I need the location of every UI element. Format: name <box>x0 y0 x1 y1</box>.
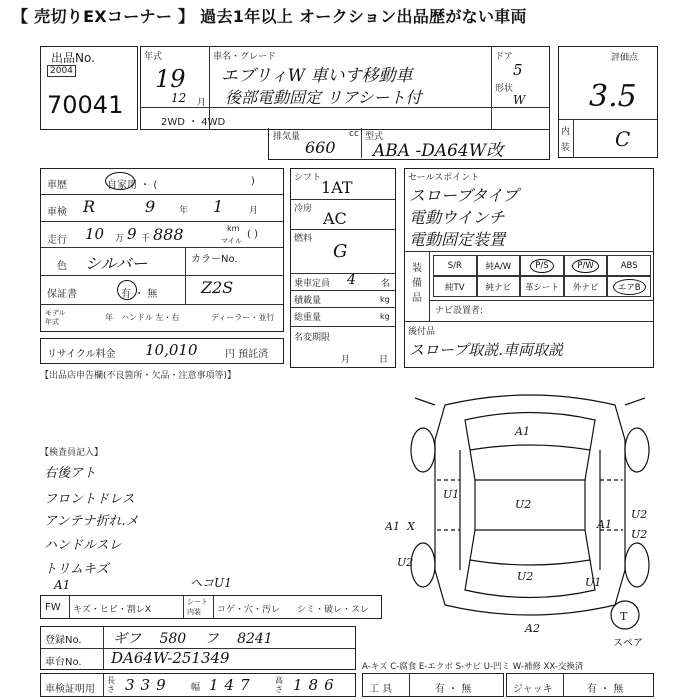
tools-box <box>362 673 504 697</box>
equipment-cell <box>607 255 651 276</box>
spare-mark: T <box>620 610 628 623</box>
lot-year-small: 2004 <box>47 65 76 77</box>
model-value: ABA -DA64W改 <box>373 141 504 161</box>
sales-line3: 電動固定装置 <box>409 230 506 249</box>
weight-label: 総重量 <box>294 313 322 323</box>
spec-box <box>290 168 396 368</box>
engine-value: 660 <box>305 138 336 157</box>
score-box <box>558 46 658 158</box>
mileage-rest: 888 <box>153 225 184 244</box>
name-label: 車名・グレード <box>213 52 277 62</box>
damage-mark: A1 <box>597 518 612 531</box>
history-selected-circle <box>105 172 135 190</box>
width-label: 幅 <box>191 683 201 693</box>
history-options: 自家用 ・ ( <box>107 180 158 191</box>
damage-mark: U2 <box>631 528 648 541</box>
equipment-cell <box>433 276 477 297</box>
model-year-unit: 年 <box>105 313 113 322</box>
header-title: 【 売切りEXコーナー 】 過去1年以上 オークション出品歴がない車両 <box>12 7 527 26</box>
damage-mark: U2 <box>631 508 648 521</box>
car-name-line2: 後部電動固定 リアシート付 <box>225 88 422 107</box>
load-label: 積載量 <box>294 296 322 306</box>
inspection-month-unit: 月 <box>249 206 259 216</box>
door-label: ドア <box>495 52 513 62</box>
name-change-label: 名変期限 <box>294 333 331 343</box>
lot-label: 出品No. <box>51 51 95 65</box>
cert-label: 車検証明用 <box>45 684 95 695</box>
inspector-note: 右後アト <box>44 466 97 481</box>
lot-number: 70041 <box>47 91 124 119</box>
equipment-item: 純A/W <box>485 261 512 272</box>
recycle-box <box>40 338 284 364</box>
damage-mark: A1 <box>385 520 400 533</box>
equipment-item: S/R <box>447 260 462 271</box>
mileage-paren: ( ) <box>247 229 258 240</box>
damage-mark: U2 <box>517 570 534 583</box>
damage-legend: A-キズ C-腐食 E-エクボ S-サビ U-凹ミ W-補修 XX-交換済 <box>362 662 584 672</box>
sales-line2: 電動ウインチ <box>409 208 505 227</box>
capacity-unit: 名 <box>381 279 391 289</box>
notice-label: 【出品店申告欄(不良箇所・欠品・注意事項等)】 <box>40 371 237 381</box>
month-unit: 月 <box>197 98 207 108</box>
fw-item: キズ・ヒビ・割レX <box>73 605 151 615</box>
equipment-cell <box>477 276 521 297</box>
length-label: 長さ <box>107 676 115 694</box>
shift-label: シフト <box>294 173 322 183</box>
reg-label: 登録No. <box>45 635 82 646</box>
width-value: 147 <box>209 676 256 694</box>
model-label: 型式 <box>365 132 384 142</box>
inspection-year-unit: 年 <box>179 206 189 216</box>
equipment-item: P/W <box>572 259 598 273</box>
engine-unit: cc <box>349 129 359 139</box>
length-value: 339 <box>125 676 172 694</box>
engine-label: 排気量 <box>273 132 301 142</box>
height-value: 186 <box>293 676 340 694</box>
inspection-era: R <box>83 197 96 216</box>
car-shape: W <box>513 93 526 107</box>
damage-mark: U2 <box>515 498 532 511</box>
unit-10k: 万 <box>115 234 125 244</box>
height-label: 高さ <box>275 676 283 694</box>
car-diagram <box>385 380 675 650</box>
spare-label: スペア <box>613 638 643 649</box>
tools-options: 有 ・ 無 <box>435 684 472 695</box>
warranty-label: 保証書 <box>47 289 77 300</box>
jack-box <box>506 673 654 697</box>
drive-type: 2WD ・ 4WD <box>161 117 226 128</box>
interior-value: C <box>615 127 631 151</box>
shift-value: 1AT <box>321 178 353 197</box>
equipment-cell <box>607 276 651 297</box>
damage-mark: A2 <box>525 622 540 635</box>
interior-label2: 装 <box>561 143 571 153</box>
equipment-cell <box>564 255 608 276</box>
equipment-item: P/S <box>530 259 553 273</box>
damage-mark: A1 <box>515 425 530 438</box>
reg-value: ギフ 580 フ 8241 <box>113 631 273 647</box>
fw-item: シミ・破レ・スレ <box>297 605 370 615</box>
fw-label: FW <box>45 602 61 613</box>
equipment-cell <box>564 276 608 297</box>
damage-mark: U1 <box>585 576 602 589</box>
color-no-value: Z2S <box>201 278 234 297</box>
warranty-selected-circle <box>117 280 137 300</box>
sales-box <box>404 168 654 368</box>
dealer-options: ディーラー・並行 <box>211 313 275 322</box>
ac-label: 冷房 <box>294 204 313 214</box>
equipment-cell <box>520 276 564 297</box>
car-month: 12 <box>171 91 187 105</box>
after-text: スロープ取説.車両取説 <box>409 341 564 359</box>
equipment-cell <box>433 255 477 276</box>
navi-installer-label: ナビ設置者: <box>435 306 484 316</box>
lot-box <box>40 46 138 130</box>
weight-unit: kg <box>380 312 390 321</box>
chassis-label: 車台No. <box>45 657 82 668</box>
inspector-note: フロントドレス <box>44 492 135 507</box>
shape-label: 形状 <box>495 84 514 94</box>
mileage-10k: 10 <box>85 225 105 243</box>
fuel-value: G <box>333 241 348 262</box>
equipment-grid <box>433 255 651 297</box>
inspector-label: 【検査員記入】 <box>40 448 104 458</box>
inspection-label: 車検 <box>47 207 67 218</box>
mileage-1k: 9 <box>127 225 137 243</box>
inspection-year: 9 <box>145 197 156 216</box>
fuel-label: 燃料 <box>294 234 313 244</box>
interior-label1: 内 <box>561 127 571 137</box>
equipment-item: 純ナビ <box>485 282 512 293</box>
car-year: 19 <box>155 65 186 93</box>
warranty-options: 有 ・ 無 <box>121 289 158 300</box>
color-value: シルバー <box>85 254 148 273</box>
mileage-unit-mile: マイル <box>221 237 242 245</box>
equipment-label: 装備品 <box>412 263 422 304</box>
mileage-unit-km: km <box>227 224 240 233</box>
inspector-note: ハンドルスレ <box>44 538 122 553</box>
jack-options: 有 ・ 無 <box>587 684 624 695</box>
engine-model-box <box>268 128 550 160</box>
jack-label: ジャッキ <box>513 684 553 695</box>
score-label: 評価点 <box>611 53 639 63</box>
chassis-value: DA64W-251349 <box>111 649 230 667</box>
after-label: 後付品 <box>408 327 436 337</box>
car-doors: 5 <box>513 61 523 79</box>
inspector-note-a1: A1 <box>54 578 71 592</box>
score-value: 3.5 <box>589 79 637 114</box>
inspection-month: 1 <box>213 197 224 216</box>
equipment-cell <box>520 255 564 276</box>
equipment-item: 外ナビ <box>572 282 599 293</box>
history-label: 車歴 <box>47 180 67 191</box>
color-label: 色 <box>57 261 67 272</box>
history-close: ) <box>251 176 255 187</box>
color-no-label: カラーNo. <box>191 254 238 265</box>
equipment-item: エアB <box>613 279 646 295</box>
recycle-value: 10,010 <box>145 341 198 359</box>
inspector-note-dent: へコU1 <box>190 576 232 590</box>
fw-item: コゲ・穴・汚レ <box>217 605 281 615</box>
damage-mark: X <box>407 520 415 533</box>
sales-line1: スローブタイプ <box>409 186 519 205</box>
cert-row <box>40 673 356 697</box>
model-year-label: モデル年式 <box>45 309 66 326</box>
car-info-box <box>140 46 550 130</box>
handle-options: ハンドル 左・右 <box>121 313 180 322</box>
recycle-label: リサイクル料金 <box>47 349 116 360</box>
unit-1k: 千 <box>141 234 151 244</box>
year-label: 年式 <box>144 52 163 62</box>
damage-mark: U2 <box>397 556 414 569</box>
tools-label: 工 具 <box>369 684 393 695</box>
fw-row <box>40 595 382 619</box>
sales-label: セールスポイント <box>408 173 480 183</box>
equipment-item: 純TV <box>445 282 465 293</box>
inspector-note: トリムキズ <box>44 562 109 577</box>
mileage-label: 走行 <box>47 235 67 246</box>
capacity-value: 4 <box>347 272 356 288</box>
inspector-note: アンテナ折れ.メ <box>44 514 139 529</box>
history-grid <box>40 168 284 332</box>
recycle-unit: 円 預託済 <box>225 349 269 360</box>
name-change-month: 月 <box>341 355 351 365</box>
equipment-item: 革シート <box>524 282 559 293</box>
car-name-line1: エブリィW 車いす移動車 <box>221 66 413 86</box>
fw-item-seat: シート内装 <box>187 598 208 616</box>
name-change-day: 日 <box>379 355 389 365</box>
damage-mark: U1 <box>443 488 460 501</box>
equipment-cell <box>477 255 521 276</box>
load-unit: kg <box>380 295 390 304</box>
ac-value: AC <box>323 209 347 228</box>
reg-box <box>40 626 356 670</box>
equipment-item: ABS <box>620 260 638 271</box>
capacity-label: 乗車定員 <box>294 279 331 289</box>
